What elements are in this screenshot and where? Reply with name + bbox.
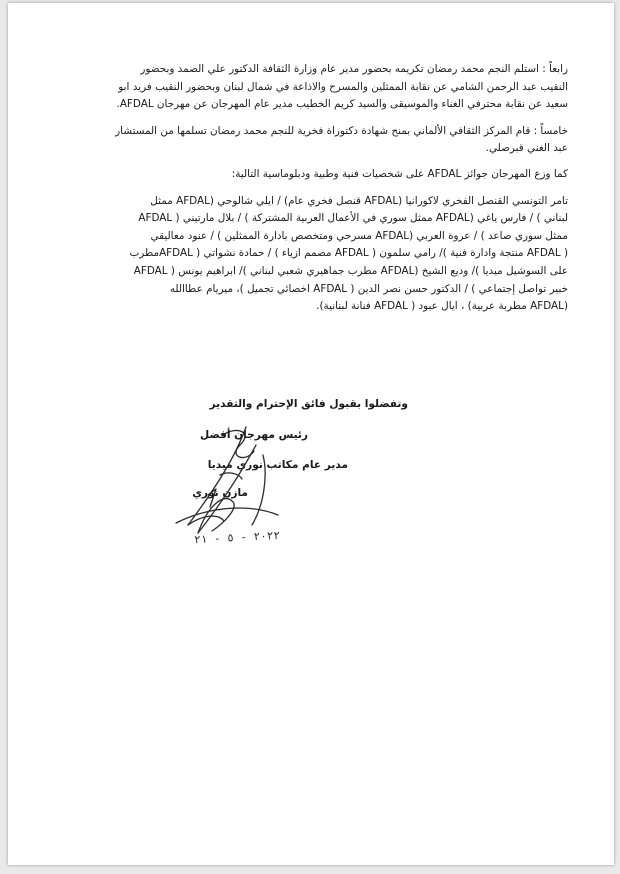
- paragraph-line: سعيد عن نقابة محترفي الغناء والموسيقى والسيد كريم الخطيب مدير عام المهرجان عن مهرجان AFDAL.: [116, 98, 568, 111]
- document-page: [8, 3, 614, 865]
- paragraph-line: النقيب عبد الرحمن الشامي عن نقابة الممثلين والمسرح والاذاعة في شمال لبنان وبحضور النقيب فريد ابو: [118, 80, 568, 93]
- paragraph-line: تامر التونسي القنصل الفخري لاكورانيا (AFDAL قنصل فخري عام) / ايلي شالوحي (AFDAL ممثل: [150, 194, 568, 207]
- paragraph-line: عبد الغني قبرصلي.: [485, 142, 568, 155]
- signatory-title-festival: رئيس مهرجان أفضل: [199, 429, 308, 441]
- handwritten-date: ٢٠٢٢ - ٥ - ٢١: [193, 528, 281, 547]
- signatory-title-media: مدير عام مكاتب نوري ميديا: [207, 459, 348, 471]
- paragraph-fourth: [60, 61, 568, 114]
- signatory-name: مازن نوري: [192, 487, 248, 499]
- closing-regards: وتفضلوا بقبول فائق الإحترام والتقدير: [209, 398, 408, 410]
- handwritten-signature: [128, 375, 348, 555]
- paragraph-line: ( AFDAL منتجة وادارة فنية )/ رامي سلمون ( AFDAL مصمم ازياء ) / حمادة نشواتي ( AFDALمطرب: [129, 247, 568, 260]
- awards-list: [60, 193, 568, 316]
- paragraph-line: على السوشيل ميديا )/ وديع الشيخ (AFDAL مطرب جماهيري شعبي لبناني )/ ابراهيم يونس ( AFDAL: [133, 264, 568, 277]
- paragraph-line: (AFDAL مطربة عربية) ، ايال عبود ( AFDAL فنانة لبنانية).: [316, 300, 568, 313]
- awards-intro: [60, 166, 568, 184]
- paragraph-line: خامساً : قام المركز الثقافي الألماني بمنح شهادة دكتوراة فخرية للنجم محمد رمضان تسلمها من المستشار: [115, 124, 568, 137]
- paragraph-line: لبناني ) / فارس ياغي (AFDAL ممثل سوري في الأعمال العربية المشتركة ) / بلال مارتيني ( AFDAL: [138, 212, 568, 225]
- document-body: [60, 61, 568, 316]
- paragraph-line: رابعاً : استلم النجم محمد رمضان تكريمه بحضور مدير عام وزارة الثقافة الدكتور علي الصمد وبحضور: [140, 63, 568, 75]
- paragraph-line: خبير تواصل إجتماعي ) / الدكتور حسن نصر الدين ( AFDAL اخصائي تجميل )، ميريام عطاالله: [169, 282, 568, 295]
- paragraph-fifth: [60, 123, 568, 158]
- paragraph-line: كما وزع المهرجان جوائز AFDAL على شخصيات فنية وطبية ودبلوماسية التالية:: [231, 167, 568, 180]
- paragraph-line: ممثل سوري صاعد ) / عروة العربي (AFDAL مسرحي ومتخصص بادارة الممثلين ) / عنود معاليقي: [150, 229, 568, 242]
